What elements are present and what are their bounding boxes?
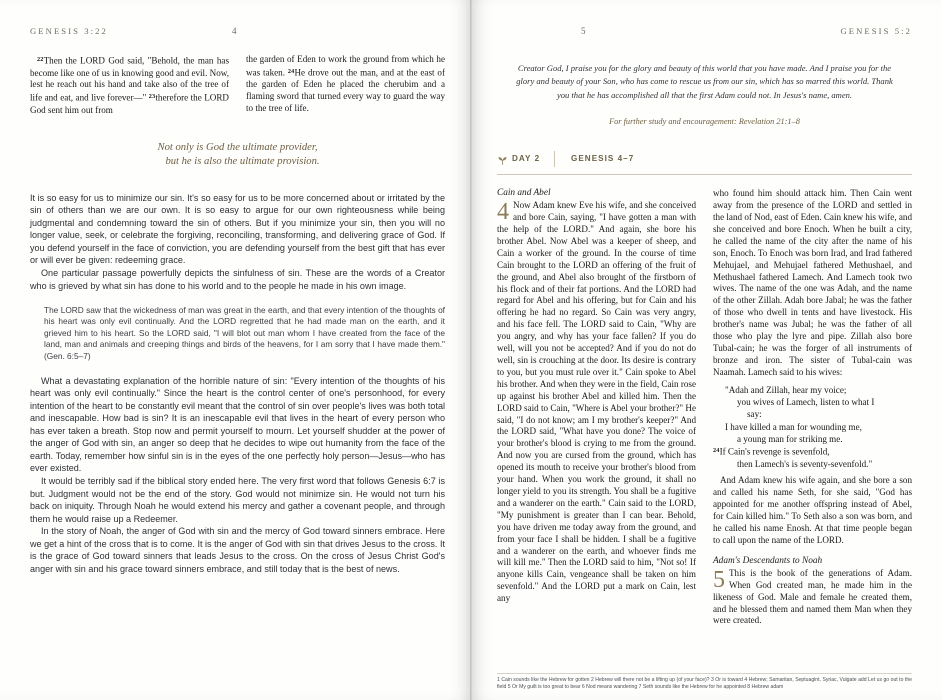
- devotional-paragraph-1: It is so easy for us to minimize our sin. It's so easy for us to be more concerned about or irritated by the sin of others than we are our own. It is so easy to argue for our own righteousness while being judgmental and condemning toward the sin of others. But if you minimize your sin, then you will no longer value, seek, or celebrate the forgiving, reconciling, transforming, and delivering grace of God. If you defend yourself in the face of conviction, you are defending yourself from the best gift that has ever or will ever be given: redeeming grace.: [30, 192, 445, 266]
- poem-line-5: a young man for striking me.: [737, 433, 843, 444]
- poem-line-4: I have killed a man for wounding me,: [725, 421, 862, 432]
- chapter-number-5: 5: [713, 566, 725, 593]
- left-scripture-verse-24: He drove out the man, and at the east of the garden of Eden he placed the cherubim and a flaming sword that turned every way to guard the way to the tree of life.: [246, 67, 445, 114]
- poem-line-6-text: If Cain's revenge is sevenfold,: [719, 446, 830, 457]
- pull-quote-line-1: Not only is God the ultimate provider,: [157, 141, 318, 153]
- right-scripture-column-1: [497, 188, 696, 627]
- right-scripture-text-2: [713, 188, 912, 379]
- left-scripture-verse-23: therefore the LORD God sent him out from: [30, 92, 229, 115]
- left-scripture-text-1: [30, 54, 229, 117]
- left-scripture-column-2: [246, 54, 445, 117]
- chapter-number-4: 4: [497, 199, 509, 226]
- day-label: DAY 2: [512, 154, 541, 164]
- genesis-4-column-1-text: Now Adam knew Eve his wife, and she conceived and bore Cain, saying, "I have gotten a man with the help of the LORD." And again, she bore his brother Abel. Now Abel was a keeper of sheep, and Cain a worker of the ground. In the course of time Cain brought to the LORD an offering of the fruit of the ground, and Abel also brought of the firstborn of his flock and of their fat portions. And the LORD had regard for Abel and his offering, but for Cain and his offering he had no regard. So Cain was very angry, and his face fell. The LORD said to Cain, "Why are you angry, and why has your face fallen? If you do well, will you not be accepted? And if you do not do well, sin is crouching at the door. Its desire is contrary to you, but you must rule over it." Cain spoke to Abel his brother. And when they were in the field, Cain rose up against his brother Abel and killed him. Then the LORD said to Cain, "Where is Abel your brother?" He said, "I do not know; am I my brother's keeper?" And the LORD said, "What have you done? The voice of your brother's blood is crying to me from the ground. And now you are cursed from the ground, which has opened its mouth to receive your brother's blood from your hand. When you work the ground, it shall no longer yield to you its strength. You shall be a fugitive and a wanderer on the earth." Cain said to the LORD, "My punishment is greater than I can bear. Behold, you have driven me today away from the ground, and from your face I shall be hidden. I shall be a fugitive and a wanderer on the earth, and whoever finds me will kill me." Then the LORD said to him, "Not so! If anyone kills Cain, vengeance shall be taken on him sevenfold." And the LORD put a mark on Cain, lest any: [497, 200, 697, 604]
- right-scripture-column-2: [713, 188, 912, 627]
- left-running-head: [30, 26, 445, 40]
- right-scripture-text-4: [713, 568, 912, 628]
- right-page: [471, 0, 942, 700]
- right-scripture-text-1: [497, 200, 696, 605]
- further-study-note: For further study and encouragement: Revelation 21:1–8: [609, 117, 800, 127]
- scripture-block-quote-text: The LORD saw that the wickedness of man was great in the earth, and that every intention of the thoughts of his heart was only evil continually. And the LORD regretted that he had made man on the earth, and it grieved him to his heart. So the LORD said, "I will blot out man whom I have created from the face of the land, man and animals and creeping things and birds of the heavens, for I am sorry that I have made them." (Gen. 6:5–7): [44, 304, 445, 361]
- pull-quote: [30, 141, 445, 170]
- genesis-4-after-poem-text: And Adam knew his wife again, and she bore a son and called his name Seth, for she said, "God has appointed for me another offspring instead of Abel, for Cain killed him." To Seth also a son was born, and he called his name Enosh. At that time people began to call upon the name of the LORD.: [713, 475, 912, 545]
- genesis-5-text: This is the book of the generations of Adam. When God created man, he made him in the likeness of God. Male and female he created them, and he blessed them and named them Man when they were created.: [713, 567, 912, 626]
- poem-verse-number: 24: [713, 447, 720, 455]
- day-header-bar: [497, 151, 912, 175]
- pull-quote-line-2: but he is also the ultimate provision.: [165, 156, 320, 168]
- section-heading-cain-and-abel: Cain and Abel: [497, 188, 551, 199]
- left-scripture-columns: [30, 54, 445, 117]
- lamech-poem: [713, 384, 912, 471]
- verse-number-24: 24: [287, 67, 295, 75]
- scripture-block-quote: [44, 305, 445, 363]
- prayer-text: Creator God, I praise you for the glory and beauty of this world that you have made. And I praise you for the glory and beauty of your Son, who has come to rescue us from our sin, which has so marred this world. Thank you that he has accomplished all that the first Adam could not. In Jesus's name, amen.: [516, 63, 893, 100]
- leaf-ornament-icon: [497, 153, 508, 164]
- day-divider: [554, 151, 555, 167]
- poem-line-7: then Lamech's is seventy-sevenfold.": [737, 459, 873, 470]
- left-scripture-verse-22: Then the LORD God said, "Behold, the man has become like one of us in knowing good and evil. Now, lest he reach out his hand and take also of the tree of life and eat, and live forever—": [30, 55, 229, 103]
- page-gutter: [470, 0, 472, 700]
- poem-line-1: "Adah and Zillah, hear my voice;: [725, 384, 847, 395]
- right-running-head-title: GENESIS 5:2: [840, 26, 912, 36]
- right-running-head: [497, 26, 912, 40]
- devotional-paragraph-5: In the story of Noah, the anger of God with sin and the mercy of God toward sinners embrace. Here we get a hint of the cross that is to come. It is the anger of God with sin that drives Jesus to the cross. It is the grace of God toward sinners that leads Jesus to the cross. On the cross of Jesus Christ God's anger with sin and his grace toward sinners embrace, and still today that is the best of news.: [30, 526, 445, 574]
- day-reference: GENESIS 4–7: [571, 154, 635, 164]
- left-running-head-title: GENESIS 3:22: [30, 26, 108, 36]
- verse-number-23: 23: [148, 93, 156, 101]
- right-scripture-text-3: [713, 475, 912, 546]
- devotional-body: [30, 192, 445, 576]
- right-page-number: 5: [581, 26, 586, 36]
- devotional-paragraph-4: It would be terribly sad if the biblical story ended here. The very first word that follows Genesis 6:7 is but. Judgment would not be the end of the story. God would not minimize sin. He would not turn his back on iniquity. Through Noah he would extend his mercy and gather a covenant people, and through them he would raise up a Redeemer.: [30, 475, 445, 524]
- devotional-paragraph-3: What a devastating explanation of the horrible nature of sin: "Every intention of the thoughts of his heart was only evil continually." Since the heart is the control center of one's personhood, for every intention of the heart to be constantly evil meant that the control of sin over people's lives was both total and inescapable. How bad is sin? It is an inescapable evil that lives in the heart of every person who has ever taken a breath. Stop now and permit yourself to mourn. Let yourself shudder at the power of the anger of God with sin, an anger so deep that he decides to wipe out humanity from the face of the earth. Today, remember how sinful sin is in the eyes of the one perfectly holy person—Jesus—who has ever existed.: [30, 375, 445, 474]
- left-scripture-text-2: [246, 54, 445, 115]
- left-scripture-verse-23-cont: the garden of Eden to work the ground from which he was taken.: [246, 54, 445, 78]
- poem-line-3: say:: [747, 409, 762, 420]
- poem-line-2: you wives of Lamech, listen to what I: [737, 397, 875, 408]
- left-scripture-column-1: [30, 54, 229, 117]
- verse-number-22: 22: [37, 56, 44, 63]
- footnotes: 1 Cain sounds like the Hebrew for gotten 2 Hebrew will there not be a lifting up (of your face)? 3 Or is toward 4 Hebrew; Samaritan, Septuagint, Syriac, Vulgate add Let us go out to the field 5 Or My guilt is too great to bear 6 Nod means wandering 7 Seth sounds like the Hebrew for he appointed 8 Hebrew adam: [497, 673, 912, 691]
- right-scripture-columns: [497, 188, 912, 627]
- devotional-paragraph-2: One particular passage powerfully depicts the sinfulness of sin. These are the words of a Creator who is grieved by what sin has done to his world and to the people he made in his own image.: [30, 268, 445, 291]
- section-heading-adams-descendants: Adam's Descendants to Noah: [713, 555, 823, 566]
- genesis-4-column-2-text: who found him should attack him. Then Cain went away from the presence of the LORD and settled in the land of Nod, east of Eden. Cain knew his wife, and she conceived and bore Enoch. When he built a city, he called the name of the city after the name of his son, Enoch. To Enoch was born Irad, and Irad fathered Mehujael, and Mehujael fathered Methushael, and Methushael fathered Lamech. And Lamech took two wives. The name of the one was Adah, and the name of the other Zillah. Adah bore Jabal; he was the father of those who dwell in tents and have livestock. His brother's name was Jubal; he was the father of all those who play the lyre and pipe. Zillah also bore Tubal-cain; he was the forger of all instruments of bronze and iron. The sister of Tubal-cain was Naamah. Lamech said to his wives:: [713, 188, 913, 377]
- left-page-number: 4: [231, 26, 237, 36]
- poem-line-6: [713, 445, 912, 458]
